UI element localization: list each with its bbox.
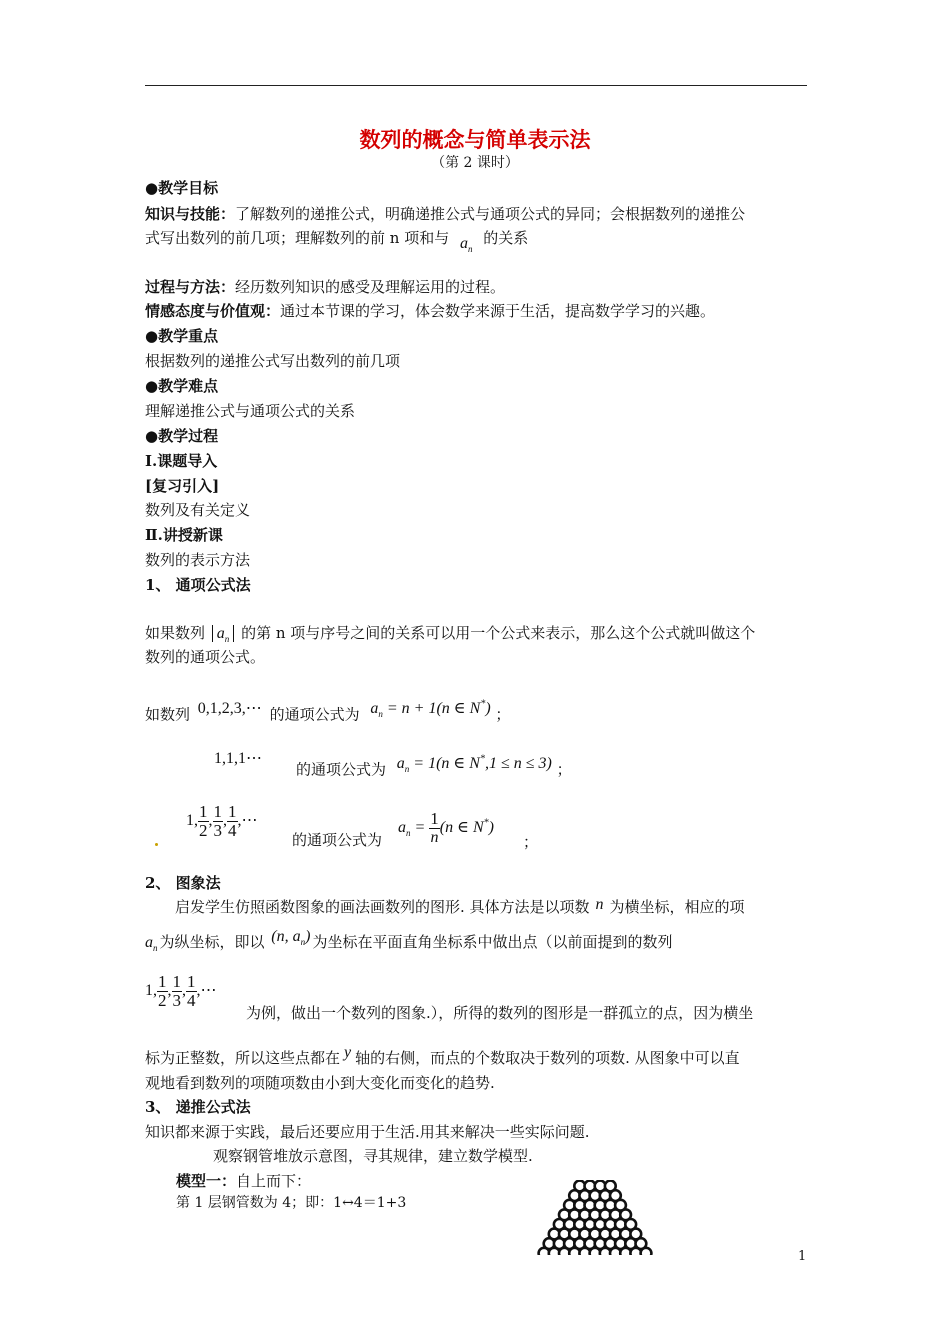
emotion-label: 情感态度与价值观： [145, 302, 281, 320]
s1-example-1: 如数列 0,1,2,3,⋯ 的通项公式为 $a_n = n + 1(n$ ∈ N*) ； [145, 699, 511, 724]
knowledge-line-2 [145, 228, 528, 254]
page-title: 数列的概念与简单表示法 [359, 128, 591, 152]
emotion-text: 通过本节课的学习，体会数学来源于生活，提高数学学习的兴趣。 [280, 302, 716, 320]
process-label: 过程与方法： [145, 278, 236, 296]
s1-def-line-2: 数列的通项公式。 [145, 648, 266, 666]
knowledge-text-1: 了解数列的递推公式，明确递推公式与通项公式的异同；会根据数列的递推公 [235, 205, 746, 223]
ex3-sequence: 1, $\frac{1}{2}$ , $\frac{1}{3}$ , $\frac{1}{4}$ ,⋯ [186, 801, 258, 840]
ex3-formula: $a_n$ = $\frac{1}{n}$ (n ∈ N*) [398, 808, 494, 846]
math-an-2: $a_n$ [145, 934, 158, 954]
s2-line-2: $a_n$ 为纵坐标，即以 (n, $a_n$) 为坐标在平面直角坐标系中做出点（以前面提到的数列 [145, 928, 673, 954]
key-text: 根据数列的递推公式写出数列的前几项 [145, 352, 401, 370]
review-heading: [复习引入] [145, 477, 220, 495]
s1-example-3-text: 的通项公式为 [292, 831, 383, 849]
key-heading: ●教学重点 [145, 327, 219, 345]
ex2-sequence-line [214, 748, 262, 769]
knowledge-text-2b: 的关系 [483, 229, 529, 247]
s2-line-1: 启发学生仿照函数图象的画法画数列的图形. 具体方法是以项数 n 为横坐标，相应的项 [175, 896, 745, 916]
ex1-formula: $a_n = n + 1(n$ ∈ N*) [370, 699, 491, 720]
s1-def-line-1: 如果数列 $a_n$ 的第 n 项与序号之间的关系可以用一个公式来表示，那么这个公式就叫做这个 [145, 624, 756, 645]
ex2-sequence: 1,1,1⋯ [214, 750, 262, 767]
difficulty-text: 理解递推公式与通项公式的关系 [145, 402, 356, 420]
review-text: 数列及有关定义 [145, 501, 251, 519]
s2-sequence: 1, $\frac{1}{2}$ , $\frac{1}{3}$ , $\frac{1}{4}$ ,⋯ [145, 971, 217, 1010]
math-n: n [595, 896, 604, 913]
pipe-stack-illustration [536, 1180, 654, 1255]
goals-heading: ●教学目标 [145, 179, 219, 197]
s2-line-3: 为例，做出一个数列的图象.），所得的数列的图形是一群孤立的点，因为横坐 [246, 1004, 754, 1022]
process-text: 经历数列知识的感受及理解运用的过程。 [235, 278, 506, 296]
pipe [641, 1248, 652, 1255]
math-point: (n, $a_n$) [271, 928, 311, 948]
ex2-formula: $a_n = 1(n$ ∈ N*,1 ≤ n ≤ 3) [396, 754, 552, 775]
methods-text: 数列的表示方法 [145, 551, 251, 569]
s2-line-4: 标为正整数，所以这些点都在 y 轴的右侧，而点的个数取决于数列的项数. 从图象中可以直 [145, 1044, 740, 1067]
s3-layer-1: 第 1 层钢管数为 4；即：1↔4＝1+3 [176, 1195, 407, 1211]
s3-line-1: 知识都来源于实践，最后还要应用于生活.用其来解决一些实际问题. [145, 1123, 590, 1141]
page-number: 1 [798, 1249, 807, 1264]
header-rule [145, 85, 807, 86]
s3-heading: 3、 递推公式法 [145, 1098, 251, 1116]
difficulty-heading: ●教学难点 [145, 377, 219, 395]
math-y: y [344, 1044, 352, 1061]
knowledge-line-1 [145, 204, 745, 224]
part1-heading: Ⅰ.课题导入 [145, 452, 218, 470]
math-an: $a_n$ [459, 235, 473, 255]
s3-model-line: 模型一：自上而下： [176, 1172, 312, 1190]
s2-line-5: 观地看到数列的项随项数由小到大变化而变化的趋势. [145, 1074, 495, 1092]
knowledge-label: 知识与技能： [145, 205, 236, 223]
knowledge-text-2a: 式写出数列的前几项；理解数列的前 n 项和与 [145, 229, 450, 247]
process-heading: ●教学过程 [145, 427, 219, 445]
part2-heading: Ⅱ.讲授新课 [145, 526, 223, 544]
process-goal-line [145, 277, 505, 297]
page-subtitle: （第 2 课时） [431, 155, 519, 171]
stray-mark [155, 843, 158, 846]
math-seq-an: $a_n$ [212, 625, 235, 642]
ex3-semicolon: ； [523, 833, 539, 851]
ex1-sequence: 0,1,2,3,⋯ [197, 700, 262, 718]
emotion-goal-line [145, 301, 715, 321]
s3-line-2: 观察钢管堆放示意图，寻其规律，建立数学模型. [213, 1147, 533, 1165]
s1-example-2: 的通项公式为 $a_n = 1(n$ ∈ N*,1 ≤ n ≤ 3) ； [296, 754, 572, 779]
s2-heading: 2、 图象法 [145, 874, 221, 892]
s1-heading: 1、 通项公式法 [145, 576, 251, 594]
